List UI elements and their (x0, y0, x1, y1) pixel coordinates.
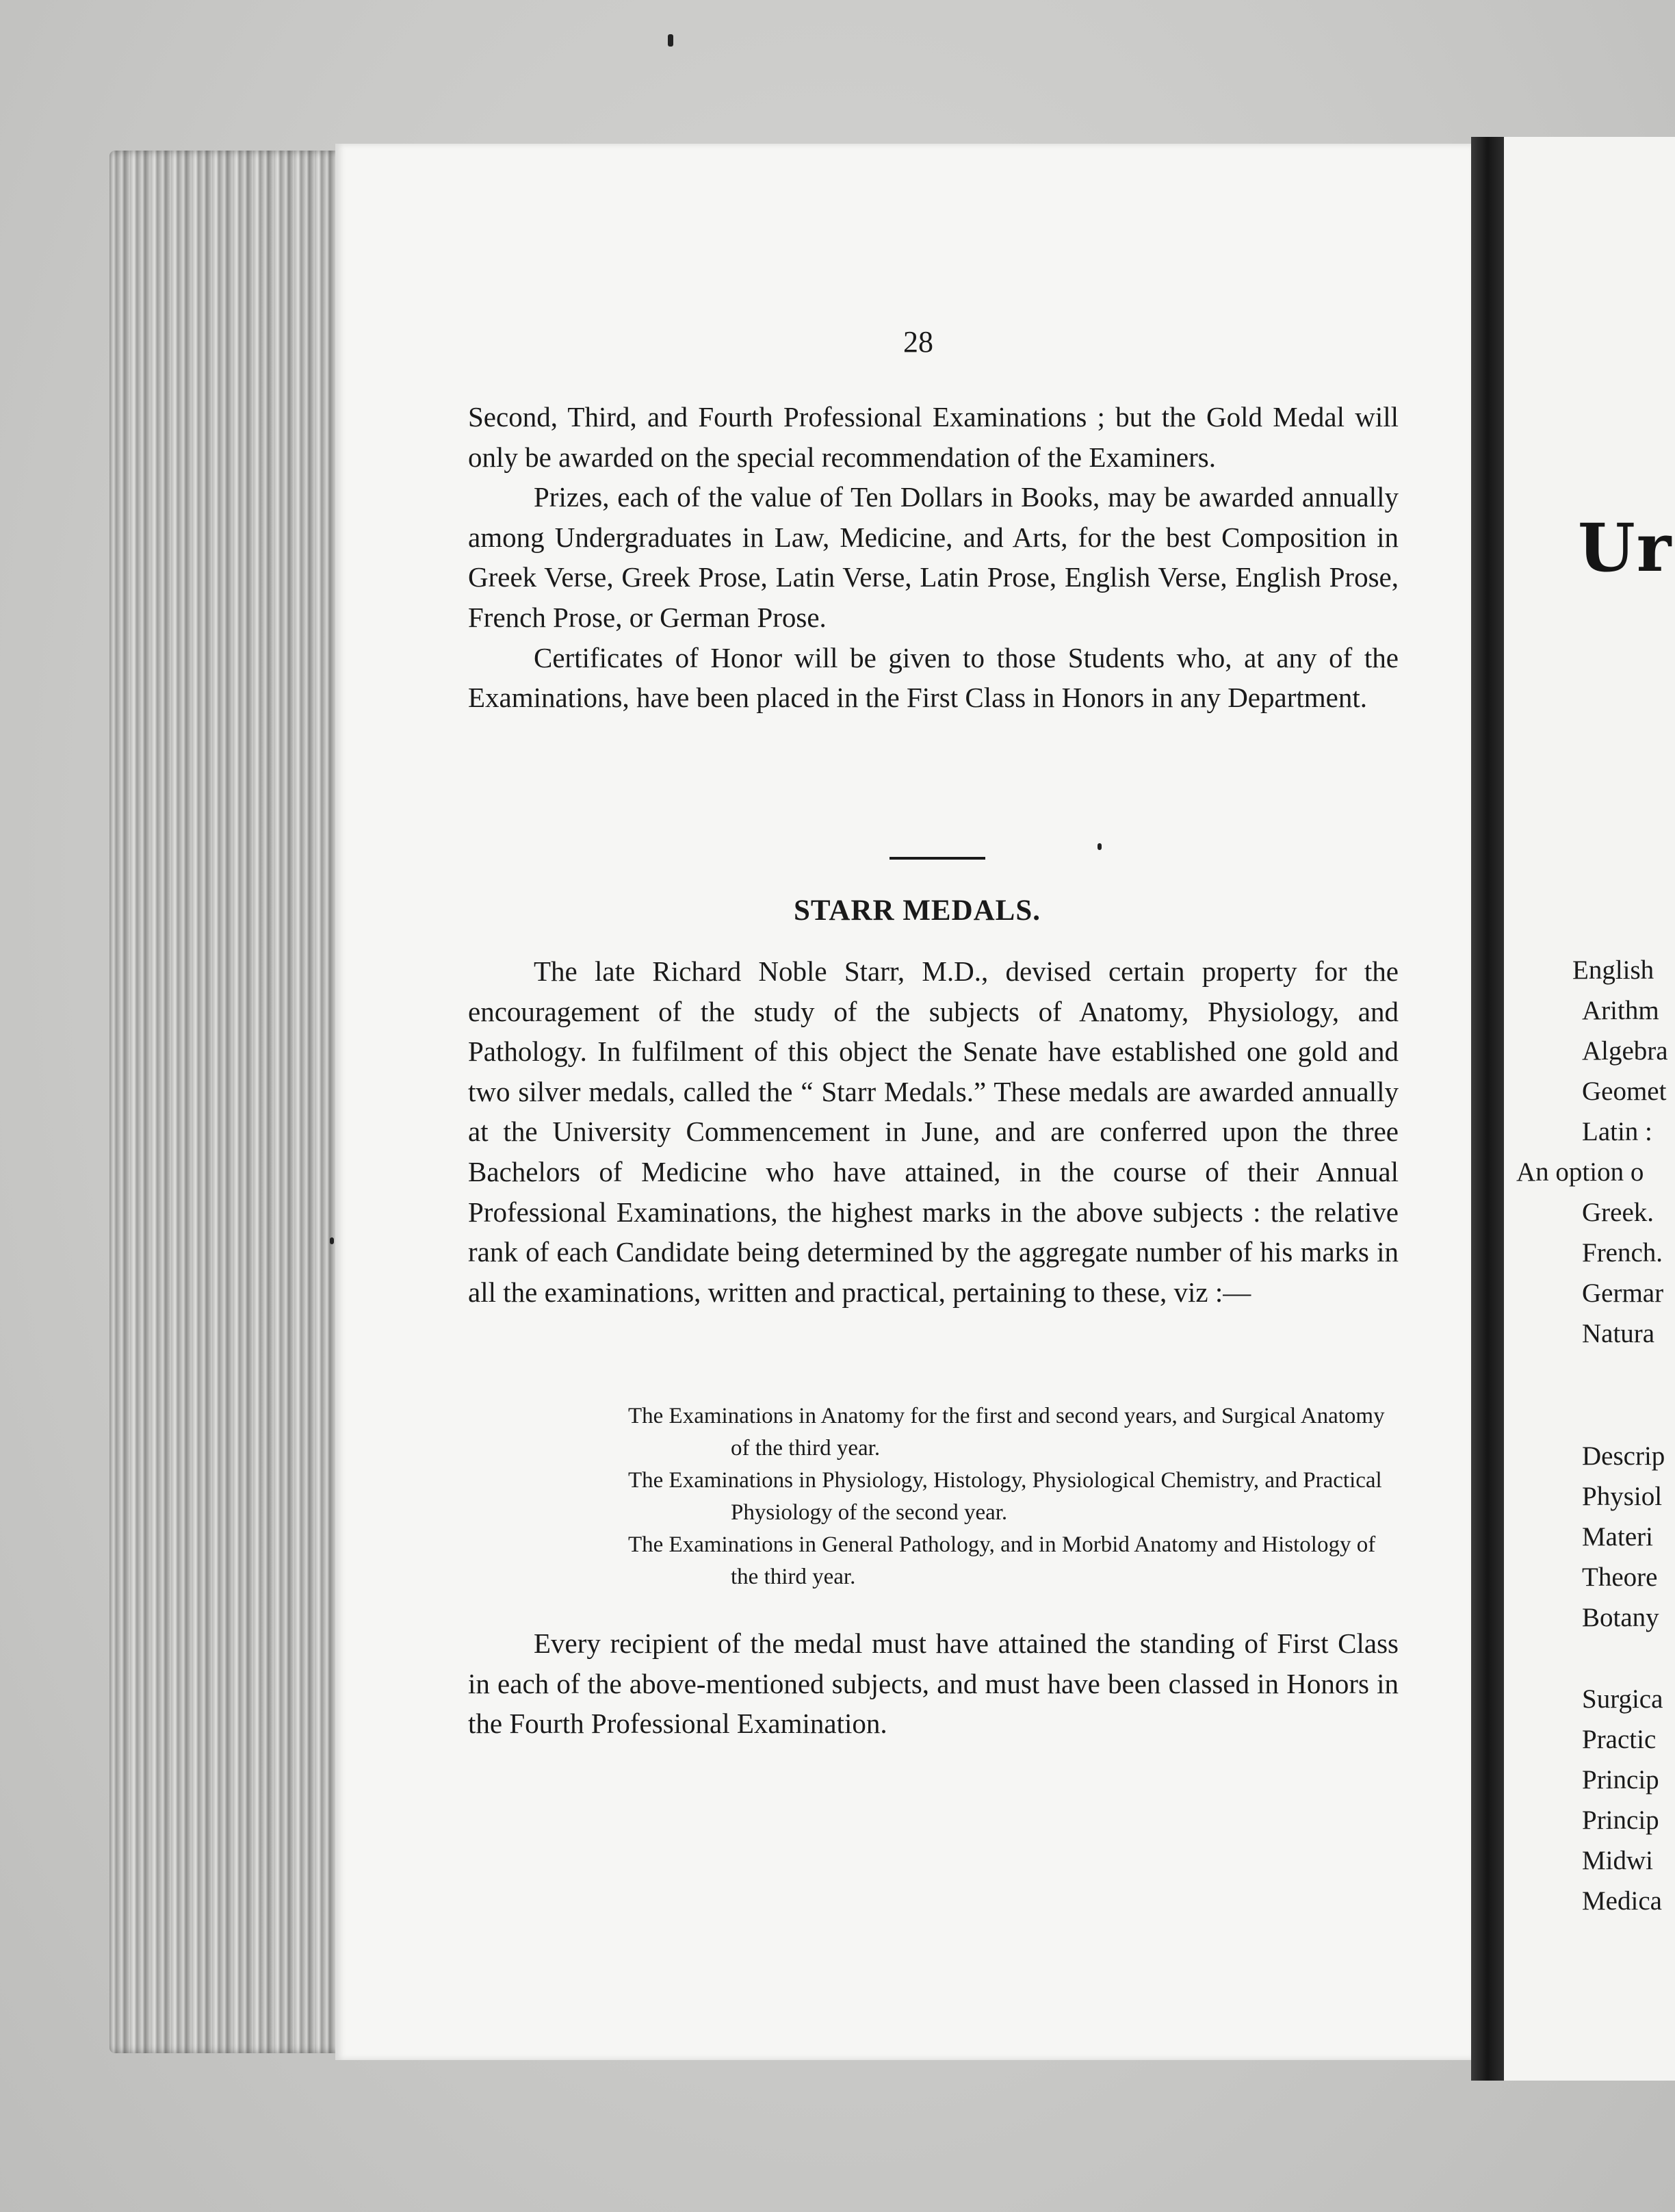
right-list-item: Arithm (1582, 996, 1659, 1025)
right-list-item: Princip (1582, 1805, 1659, 1835)
body-text (468, 397, 1399, 718)
right-list-item: Materi (1582, 1522, 1653, 1552)
right-page-list (1518, 950, 1668, 1921)
paragraph-certificates: Certificates of Honor will be given to those Students who, at any of the Examinations, have been placed in the First Class in Honors in any Department. (468, 641, 1399, 714)
right-list-item: Germar (1582, 1278, 1664, 1308)
right-option-line: An option o (1516, 1157, 1644, 1187)
paragraph-gold-medal: Second, Third, and Fourth Professional Examinations ; but the Gold Medal will only be awarded on the special recommendation of the Examiners. (468, 401, 1399, 473)
right-list-item: Surgica (1582, 1684, 1663, 1714)
exam-list-item: The Examinations in Physiology, Histology, Physiological Chemistry, and Practical Physiology of the second year. (628, 1468, 1382, 1525)
right-list-item: English (1572, 955, 1654, 985)
right-list-item: Geomet (1582, 1077, 1667, 1106)
exam-list (628, 1400, 1401, 1593)
right-list-item: Theore (1582, 1562, 1658, 1592)
final-text (468, 1623, 1399, 1744)
section-divider (890, 857, 985, 860)
exam-list-item: The Examinations in Anatomy for the first and second years, and Surgical Anatomy of the third year. (628, 1404, 1385, 1461)
right-list-item: French. (1582, 1238, 1663, 1268)
scan-speck (330, 1237, 334, 1244)
page-number: 28 (903, 325, 933, 359)
paragraph-prizes: Prizes, each of the value of Ten Dollars in Books, may be awarded annually among Undergraduates in Law, Medicine, and Arts, for the best Composition in Greek Verse, Greek Prose, Latin Verse, Latin Prose, English Verse, English Prose, French Prose, or German Prose. (468, 481, 1399, 633)
page-edges (109, 151, 342, 2053)
right-page-title: Ur (1578, 509, 1673, 587)
right-list-item: Practic (1582, 1725, 1657, 1754)
exam-list-item: The Examinations in General Pathology, and in Morbid Anatomy and Histology of the third year. (628, 1532, 1376, 1589)
right-list-item: Midwi (1582, 1846, 1654, 1875)
right-list-item: Natura (1582, 1319, 1655, 1348)
scan-speck (1098, 843, 1102, 850)
right-list-item: Latin : (1582, 1117, 1652, 1146)
right-list-item: Algebra (1582, 1036, 1668, 1066)
right-list-item: Descrip (1582, 1441, 1665, 1471)
book-gutter (1471, 137, 1504, 2081)
right-list-item: Greek. (1582, 1198, 1654, 1227)
paragraph-final: Every recipient of the medal must have attained the standing of First Class in each of the above-mentioned subjects, and must have been classed in Honors in the Fourth Professional Examination. (468, 1628, 1399, 1740)
right-list-item: Botany (1582, 1603, 1659, 1632)
starr-text (468, 951, 1399, 1312)
right-list-item: Princip (1582, 1765, 1659, 1795)
right-list-item: Medica (1582, 1886, 1662, 1916)
section-heading: STARR MEDALS. (794, 895, 1041, 927)
scan-speck (668, 34, 673, 47)
paragraph-starr: The late Richard Noble Starr, M.D., devised certain property for the encouragement of the study of the subjects of Anatomy, Physiology, and Pathology. In fulfilment of this object the Senate have established one gold and two silver medals, called the “ Starr Medals.” These medals are awarded annually at the University Commencement in June, and are conferred upon the three Bachelors of Medicine who have attained, in the course of their Annual Professional Examinations, the highest marks in the above subjects : the relative rank of each Candidate being determined by the aggregate number of his marks in all the examinations, written and practical, pertaining to these, viz :— (468, 955, 1399, 1308)
right-list-item: Physiol (1582, 1482, 1663, 1511)
